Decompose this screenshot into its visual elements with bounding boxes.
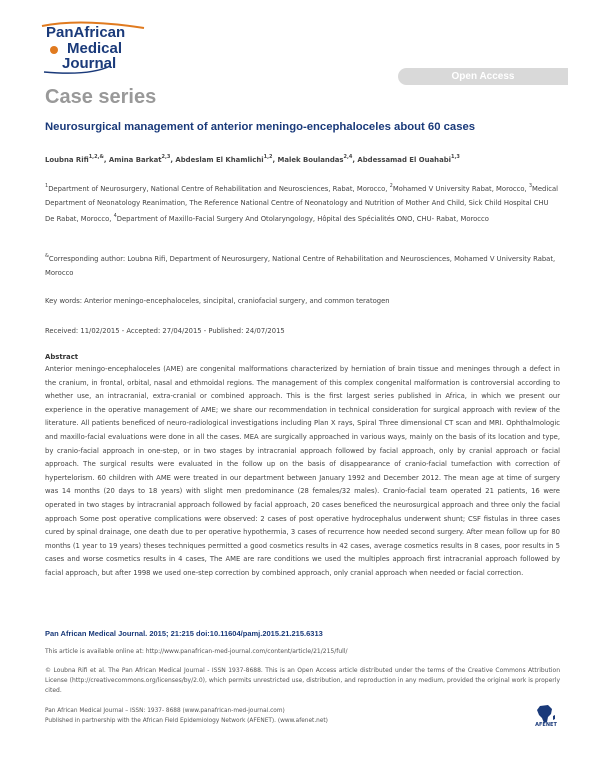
author-name: Amina Barkat <box>108 156 162 164</box>
afenet-label: AFENET <box>535 722 557 728</box>
affiliation-marker: 1 <box>45 183 49 189</box>
author-affiliation-marker: 1,2 <box>263 154 273 160</box>
online-link[interactable]: This article is available online at: http://www.panafrican-med-journal.com/content/article/21/215/full/ <box>45 648 348 655</box>
corresponding-author <box>45 250 560 280</box>
affiliation-marker: 4 <box>113 213 117 220</box>
author-affiliation-marker: 1,3 <box>451 154 460 160</box>
article-type-heading: Case series <box>45 86 157 108</box>
abstract-heading: Abstract <box>45 353 79 361</box>
corresponding-marker: & <box>45 253 49 259</box>
page-footer <box>45 706 328 726</box>
open-access-badge: Open Access <box>398 68 568 85</box>
author-name: Abdeslam El Khamlichi <box>175 156 264 164</box>
affiliation-text: Mohamed V University Rabat, Morocco, <box>392 185 529 193</box>
publication-dates: Received: 11/02/2015 - Accepted: 27/04/2015 - Published: 24/07/2015 <box>45 327 285 335</box>
affiliation-text: Department of Neurosurgery, National Centre of Rehabilitation and Neurosciences, Rabat, Morocco, <box>48 185 390 193</box>
affiliation-marker: 3 <box>528 183 533 189</box>
logo-text-line2: Medical <box>67 40 123 57</box>
keywords: Key words: Anterior meningo-encephaloceles, sincipital, craniofacial surgery, and common teratogen <box>45 297 390 305</box>
footer-line-journal: Pan African Medical Journal – ISSN: 1937- 8688 (www.panafrican-med-journal.com) <box>45 708 285 714</box>
logo-text-line1: PanAfrican <box>46 24 126 41</box>
author-affiliation-marker: 2,4 <box>343 154 353 160</box>
affiliation-text: Department of Maxillo-Facial Surgery And Otolaryngology, Hôpital des Spécialités ONO, CHU- Rabat, Morocco <box>116 215 489 224</box>
author-affiliation-marker: 2,3 <box>161 154 171 160</box>
citation: Pan African Medical Journal. 2015; 21:215 doi:10.11604/pamj.2015.21.215.6313 <box>45 629 323 638</box>
footer-line-partner: Published in partnership with the African Field Epidemiology Network (AFENET). (www.afenet.net) <box>45 718 328 725</box>
journal-logo <box>40 20 150 75</box>
affiliation-marker: 2 <box>389 183 393 189</box>
africa-map-icon <box>528 704 564 724</box>
author-name: Abdessamad El Ouahabi <box>357 156 452 164</box>
author-name: Malek Boulandas <box>277 156 344 164</box>
author-affiliation-marker: 1,2,& <box>88 154 104 160</box>
afenet-logo <box>528 704 564 730</box>
affiliation-text: Medical Department of Neonatology Reanimation, The Reference National Centre of Neonatology and Nutrition of Mother And Child, Sick Child Hospital CHU De Rabat, Morocco, <box>45 185 559 224</box>
article-title: Neurosurgical management of anterior meningo-encephaloceles about 60 cases <box>45 121 476 133</box>
author-name: Loubna Rifi <box>45 156 89 164</box>
logo-text-line3: Journal <box>62 55 117 72</box>
affiliations <box>45 180 560 227</box>
abstract-body: Anterior meningo-encephaloceles (AME) are congenital malformations characterized by herniation of brain tissue and meninges through a defect in the cranium, in frontal, orbital, nasal and ethmoidal regions. The management of this complex congenital malformation is controversial according to whether use, an intracranial, extra-cranial or combined approach. This is the first largest series published in Africa, in which we present our experience in the operative management of AME; we share our recommendation in technical consideration for surgical approach with review of the literature. All patients beneficed of neuro-radiological investigations including Plan X rays, Spiral Three dimensional CT scan and MRI. Ophthalmologic and maxillo-facial evaluations were done in all the cases. MEA are surgically approached in various ways, mainly on the basis of its location and type, by cranio-facial approach in one-step, or in two stages by intracranial approach followed by facial approach, only by cranial approach or facial approach. The surgical results were evaluated in the follow up on the basis of disappearance of cranio-facial tumefaction with correction of hypertelorism. 60 children with AME were treated in our department between January 1992 and December 2012. The mean age at time of surgery was 14 months (20 days to 18 years) with slight men predominance (28 females/32 males). Cranio-facial team operated 21 patients, 16 were operated in two stages by intracranial approach followed by facial approach, 20 cases beneficed the neurosurgical approach and three only the facial approach Some post operative complications were observed: 2 cases of post operative hydrocephalus underwent shunt; CSF fistulas in three cases cured by spinal drainage, one death due to per operative hypothermia, 3 cases of recurrence how needed second surgery. After mean follow up for 80 months (1 year to 19 years) theses techniques permitted a good cosmetics results in 42 cases, average cosmetics results in 8 cases, poor results in 5 cases and worse cosmetics results in 4 cases, The AME are rare conditions we used the multiples approach first intracranial approach followed by facial approach, but after 1998 we used one-step correction by combined approach, only cranial approach when needed or facial correction. <box>45 365 560 577</box>
corresponding-text: Corresponding author: Loubna Rifi, Department of Neurosurgery, National Centre of Rehabilitation and Neurosciences, Mohamed V University Rabat, Morocco <box>45 255 556 277</box>
author-list: Loubna Rifi$^{1,2,\&}$, Amina Barkat$^{2,3}$, Abdeslam El Khamlichi$^{1,2}$, Malek Boulandas$^{2,4}$, Abdessamad El Ouahabi$^{1,3}$ <box>45 154 460 164</box>
license-text: © Loubna Rifi et al. The Pan African Medical Journal - ISSN 1937-8688. This is an Open Access article distributed under the terms of the Creative Commons Attribution License (http://creativecommons.org/licenses/by/2.0), which permits unrestricted use, distribution, and reproduction in any medium, provided the original work is properly cited. <box>45 667 560 694</box>
